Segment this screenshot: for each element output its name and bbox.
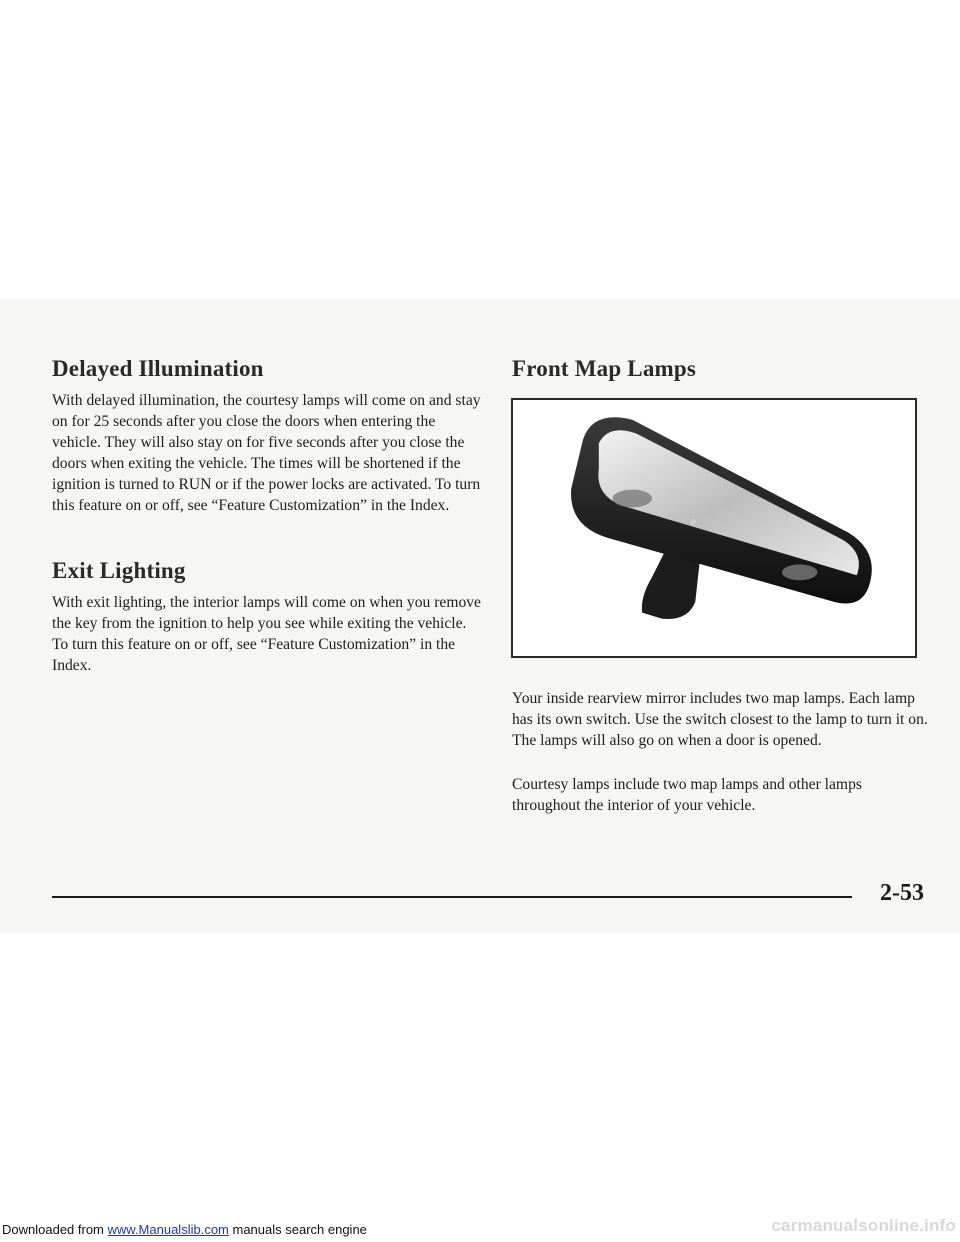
- paragraph-exit-lighting: With exit lighting, the interior lamps will come on when you remove the key from the ignition to help you see while exiting the vehicle. To turn this feature on or off, see “Feature Customization” in the Index.: [52, 594, 481, 674]
- download-credit-prefix: Downloaded from: [2, 1222, 108, 1237]
- manualslib-link[interactable]: www.Manualslib.com: [107, 1222, 229, 1237]
- heading-exit-lighting: Exit Lighting: [52, 558, 186, 583]
- paragraph-courtesy-lamps: Courtesy lamps include two map lamps and other lamps throughout the interior of your vehicle.: [512, 776, 862, 814]
- page-number: 2-53: [880, 880, 924, 906]
- map-lamp-switch-icon: [690, 519, 696, 525]
- heading-delayed-illumination: Delayed Illumination: [52, 356, 264, 381]
- paragraph-delayed-illumination: With delayed illumination, the courtesy lamps will come on and stay on for 25 seconds after you close the doors when entering the vehicle. They will also stay on for five seconds after you close the doors when exiting the vehicle. The times will be shortened if the ignition is turned to RUN or if the power locks are activated. To turn this feature on or off, see “Feature Customization” in the Index.: [52, 392, 481, 514]
- download-credit: [2, 1222, 367, 1237]
- right-map-lamp-icon: [782, 564, 817, 580]
- rearview-mirror-illustration: [513, 400, 915, 656]
- download-credit-suffix: manuals search engine: [228, 1222, 367, 1237]
- heading-front-map-lamps: Front Map Lamps: [512, 356, 697, 381]
- left-map-lamp-icon: [613, 490, 652, 508]
- paragraph-front-map-lamps: Your inside rearview mirror includes two map lamps. Each lamp has its own switch. Use the switch closest to the lamp to turn it on. The lamps will also go on when a door is opened.: [512, 690, 928, 749]
- footer-rule: [52, 896, 852, 898]
- watermark: carmanualsonline.info: [771, 1216, 956, 1235]
- rearview-mirror-figure: [511, 398, 917, 658]
